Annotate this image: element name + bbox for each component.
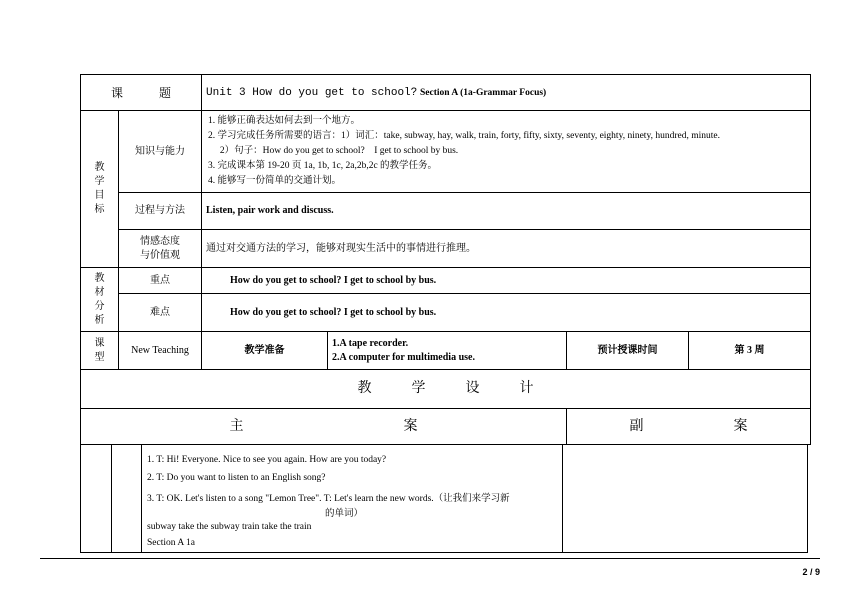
body-line: subway take the subway train take the train xyxy=(147,522,312,532)
process-text: Listen, pair work and discuss. xyxy=(202,193,811,230)
title-label: 课 题 xyxy=(81,75,202,111)
body-line: 1. T: Hi! Everyone. Nice to see you again. How are you today? xyxy=(147,455,387,465)
body-line: 2. T: Do you want to listen to an English song? xyxy=(147,473,326,483)
difficult-point-text: How do you get to school? I get to school by bus. xyxy=(202,294,811,332)
lesson-title-unit: Unit 3 How do you get to school? xyxy=(206,87,418,99)
design-heading: 教 学 设 计 xyxy=(81,370,811,409)
emotion-label: 情感态度 与价值观 xyxy=(119,230,202,268)
knowledge-item: 4. 能够写一份简单的交通计划。 xyxy=(208,176,342,186)
lesson-title-section: Section A (1a-Grammar Focus) xyxy=(420,88,547,98)
body-line: 3. T: OK. Let's listen to a song "Lemon Tree". T: Let's learn the new words.（让我们来学习新 xyxy=(147,494,510,504)
body-line: 的单词） xyxy=(325,509,364,519)
lesson-type-value: New Teaching xyxy=(119,332,202,370)
process-label: 过程与方法 xyxy=(119,193,202,230)
knowledge-item: 2. 学习完成任务所需要的语言：1）词汇：take, subway, hay, walk, train, forty, fifty, sixty, seventy, eighty, ninety, hundred, minute. xyxy=(208,131,720,141)
prep-items: 1.A tape recorder. 2.A computer for multimedia use. xyxy=(328,332,567,370)
page-number: 2 / 9 xyxy=(802,567,820,577)
lesson-title xyxy=(202,75,811,111)
objectives-group-label: 教 学 目 标 xyxy=(81,111,119,268)
knowledge-label: 知识与能力 xyxy=(119,111,202,193)
lesson-body-box xyxy=(80,444,808,553)
main-plan-heading: 主 案 xyxy=(81,409,567,445)
body-left-column xyxy=(81,445,112,552)
footer-rule xyxy=(40,558,820,559)
analysis-group-label: 教 材 分 析 xyxy=(81,268,119,332)
body-line: Section A 1a xyxy=(147,538,196,548)
side-plan-heading: 副 案 xyxy=(567,409,811,445)
main-plan-content xyxy=(141,445,563,552)
difficult-point-label: 难点 xyxy=(119,294,202,332)
knowledge-item: 3. 完成课本第 19-20 页 1a, 1b, 1c, 2a,2b,2c 的教学任务。 xyxy=(208,161,438,171)
key-point-text: How do you get to school? I get to school by bus. xyxy=(202,268,811,294)
emotion-text: 通过对交通方法的学习，能够对现实生活中的事情进行推理。 xyxy=(202,230,811,268)
key-point-label: 重点 xyxy=(119,268,202,294)
time-label: 预计授课时间 xyxy=(567,332,689,370)
lesson-type-label: 课 型 xyxy=(81,332,119,370)
knowledge-item: 2）句子：How do you get to school? I get to school by bus. xyxy=(208,146,459,156)
knowledge-item: 1. 能够正确表达如何去到一个地方。 xyxy=(208,116,361,126)
prep-label: 教学准备 xyxy=(202,332,328,370)
lesson-plan-table xyxy=(80,74,811,445)
body-second-column xyxy=(111,445,142,552)
knowledge-items xyxy=(202,111,811,193)
time-value: 第 3 周 xyxy=(689,332,811,370)
